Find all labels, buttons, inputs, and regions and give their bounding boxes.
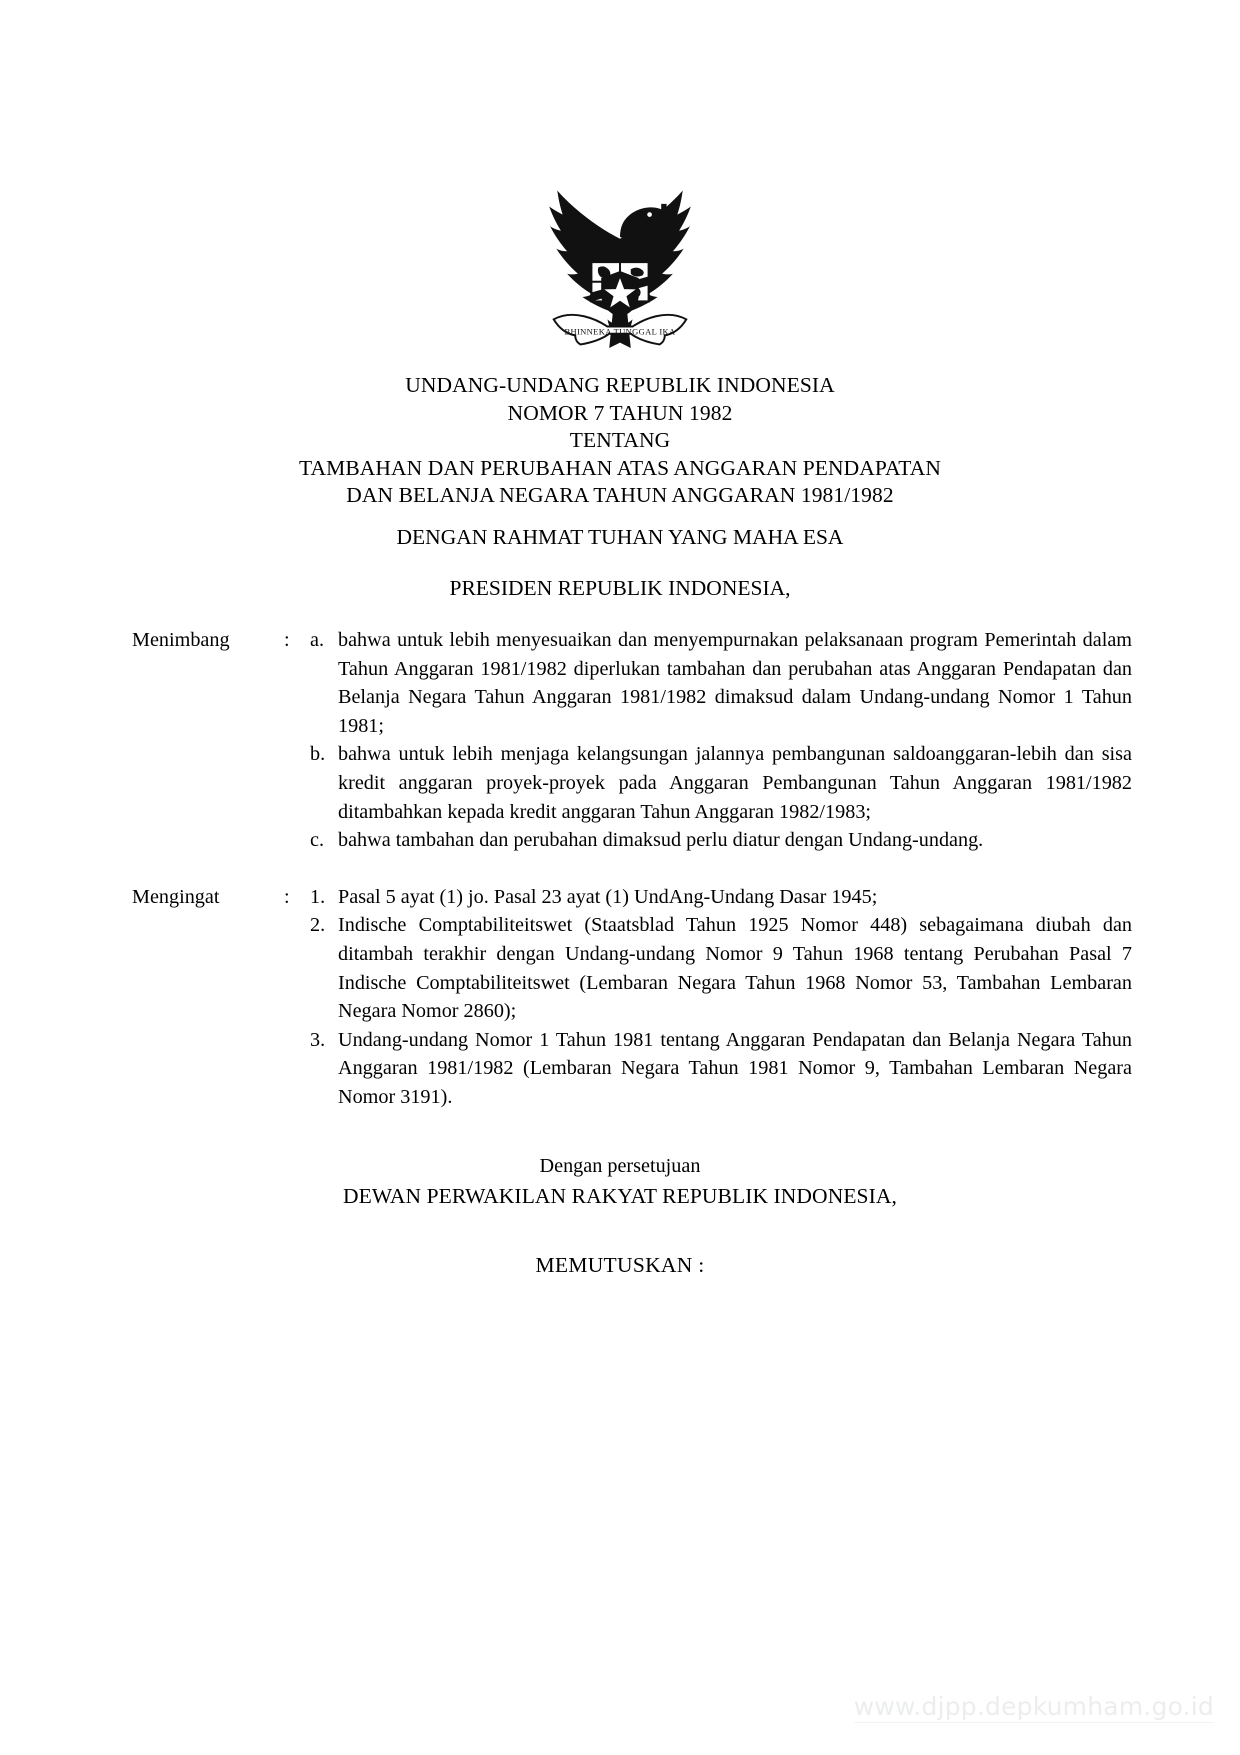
clause-marker: 3.: [310, 1028, 326, 1051]
clause-text: bahwa untuk lebih menjaga kelangsungan jalannya pembangunan saldoanggaran-lebih dan sisa kredit anggaran proyek-proyek pada Anggaran Pembangunan Tahun Anggaran 1981/1982 ditambahkan kepada kredit anggaran Tahun Anggaran 1982/1983;: [338, 743, 1132, 823]
clause-marker: a.: [310, 629, 325, 651]
site-watermark: www.djpp.depkumham.go.id: [853, 1692, 1214, 1721]
approval-line: Dengan persetujuan: [539, 1155, 701, 1177]
clause-colon-menimbang: :: [284, 629, 290, 651]
clause-item: [310, 826, 1132, 855]
closing-block: [120, 1152, 1120, 1280]
document-title-block: [120, 372, 1120, 510]
clause-item: [310, 1026, 1132, 1112]
clause-text: bahwa untuk lebih menyesuaikan dan menyempurnakan pelaksanaan program Pemerintah dalam Tahun Anggaran 1981/1982 diperlukan tambahan dan perubahan atas Anggaran Pendapatan dan Belanja Negara Tahun Anggaran 1981/1982 dimaksud dalam Undang-undang Nomor 1 Tahun 1981;: [338, 629, 1132, 737]
clause-item: [310, 626, 1132, 740]
clause-text: Pasal 5 ayat (1) jo. Pasal 23 ayat (1) UndAng-Undang Dasar 1945;: [338, 885, 878, 908]
clause-text: Indische Comptabiliteitswet (Staatsblad Tahun 1925 Nomor 448) sebagaimana diubah dan ditambah terakhir dengan Undang-undang Nomor 9 Tahun 1968 tentang Perubahan Pasal 7 Indische Comptabiliteitswet (Lembaran Negara Tahun 1968 Nomor 53, Tambahan Lembaran Negara Nomor 2860);: [338, 914, 1132, 1023]
clause-group-menimbang: [132, 626, 1132, 855]
title-line-1: UNDANG-UNDANG REPUBLIK INDONESIA: [405, 373, 835, 397]
authority-line: PRESIDEN REPUBLIK INDONESIA,: [449, 576, 791, 600]
clause-label-mengingat: Mengingat: [132, 885, 220, 908]
clause-items-menimbang: [310, 626, 1132, 855]
blessing-line: DENGAN RAHMAT TUHAN YANG MAHA ESA: [396, 525, 844, 549]
clause-item: [310, 911, 1132, 1025]
clause-marker: b.: [310, 743, 326, 766]
clause-marker: c.: [310, 829, 325, 852]
clause-colon-mengingat: :: [284, 885, 290, 908]
clause-section: [0, 626, 1240, 1112]
clause-text: Undang-undang Nomor 1 Tahun 1981 tentang Anggaran Pendapatan dan Belanja Negara Tahun Anggaran 1981/1982 (Lembaran Negara Tahun 1981 Nomor 9, Tambahan Lembaran Negara Nomor 3191).: [338, 1028, 1132, 1108]
clause-label-menimbang: Menimbang: [132, 629, 230, 651]
clause-text: bahwa tambahan dan perubahan dimaksud perlu diatur dengan Undang-undang.: [338, 829, 984, 852]
title-line-2: NOMOR 7 TAHUN 1982: [507, 400, 733, 425]
clause-item: [310, 883, 1132, 912]
emblem-container: [0, 185, 1240, 357]
clause-marker: 2.: [310, 914, 326, 937]
clause-item: [310, 740, 1132, 826]
svg-text:BHINNEKA TUNGGAL IKA: BHINNEKA TUNGGAL IKA: [564, 326, 676, 337]
title-line-3: TENTANG: [569, 428, 671, 452]
clause-group-mengingat: [132, 883, 1132, 1112]
clause-marker: 1.: [310, 885, 326, 908]
title-line-4: TAMBAHAN DAN PERUBAHAN ATAS ANGGARAN PENDAPATAN: [298, 455, 941, 480]
decision-line: MEMUTUSKAN :: [535, 1253, 705, 1278]
garuda-pancasila-emblem: [530, 185, 710, 357]
institution-line: DEWAN PERWAKILAN RAKYAT REPUBLIK INDONESIA,: [343, 1183, 897, 1208]
title-line-5: DAN BELANJA NEGARA TAHUN ANGGARAN 1981/1982: [346, 483, 894, 507]
clause-items-mengingat: [310, 883, 1132, 1112]
